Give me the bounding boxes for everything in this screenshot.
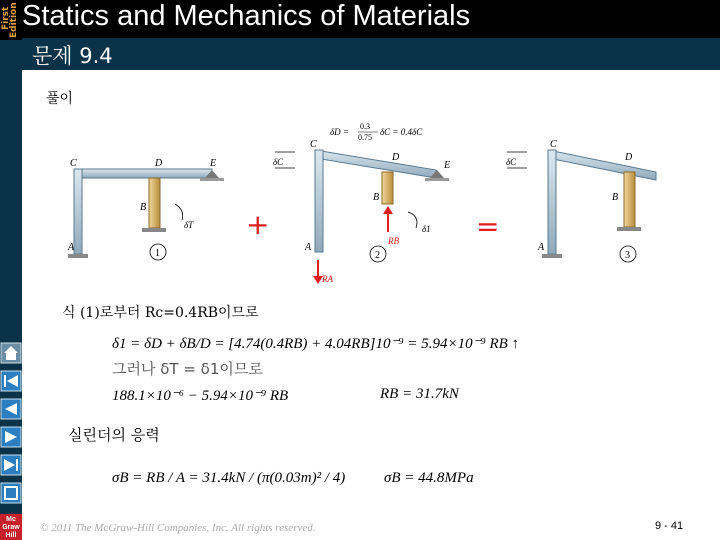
cylinder-3 — [624, 172, 635, 227]
page-number: 9 - 41 — [655, 520, 684, 532]
column-1 — [74, 169, 82, 254]
panel-3 — [507, 150, 656, 258]
next-slide-icon[interactable] — [0, 424, 22, 450]
label-C-1: C — [70, 158, 77, 169]
however-text: 그러나 δT = δ1이므로 — [112, 360, 263, 378]
label-C-3: C — [550, 139, 557, 150]
compatibility-equation: 188.1×10⁻⁶ − 5.94×10⁻⁹ RB — [112, 388, 289, 404]
cylinder-stress-heading: 실린더의 응력 — [68, 426, 160, 444]
panel-1 — [68, 169, 224, 258]
number-2: 2 — [375, 250, 380, 261]
label-RB: RB — [388, 236, 399, 246]
label-B-3: B — [612, 192, 619, 203]
label-delta1: δ1 — [422, 224, 431, 234]
header-bar — [0, 0, 720, 70]
subtitle-bar — [22, 38, 720, 70]
number-1: 1 — [155, 248, 160, 259]
cylinder-base-1 — [142, 228, 166, 232]
deltaD-eq-suffix: δC = 0.4δC — [380, 127, 423, 137]
label-E-2: E — [444, 160, 451, 171]
problem-number: 문제 9.4 — [32, 44, 113, 68]
column-3 — [548, 150, 556, 254]
stress-result: σB = 44.8MPa — [384, 470, 474, 486]
exit-icon[interactable] — [0, 480, 22, 506]
delta1-arrow — [408, 212, 417, 228]
logo-line2: Graw — [2, 524, 20, 531]
label-A-2: A — [305, 242, 312, 253]
base-1 — [68, 254, 88, 258]
equals-sign: = — [476, 210, 500, 243]
edition-mark — [0, 0, 18, 40]
edition-line1: First — [1, 6, 11, 30]
deltaD-coef: 0.3 — [360, 122, 370, 131]
cylinder-2 — [382, 172, 393, 204]
label-B-1: B — [140, 202, 147, 213]
RB-result: RB = 31.7kN — [380, 386, 459, 402]
label-E-1: E — [210, 158, 217, 169]
label-A-3: A — [538, 242, 545, 253]
home-icon[interactable] — [0, 340, 22, 366]
label-deltaC-2: δC — [273, 157, 284, 167]
plus-sign: + — [246, 208, 270, 241]
label-D-1: D — [155, 158, 163, 169]
label-RA: RA — [322, 274, 333, 284]
mcgraw-hill-logo — [0, 514, 22, 540]
prev-slide-icon[interactable] — [0, 396, 22, 422]
beam-3 — [548, 150, 656, 180]
superposition-diagram — [60, 120, 660, 290]
first-slide-icon[interactable] — [0, 368, 22, 394]
edition-line2: Edition — [9, 2, 19, 38]
beam-1 — [74, 169, 212, 178]
base-3 — [542, 254, 562, 258]
cylinder-base-3 — [617, 227, 641, 231]
deltaD-den: 0.75 — [358, 133, 372, 142]
label-D-3: D — [625, 152, 633, 163]
logo-line3: Hill — [5, 532, 17, 539]
label-B-2: B — [373, 192, 380, 203]
pin-ground-1 — [200, 178, 224, 181]
label-A-1: A — [68, 242, 75, 253]
label-deltaT: δT — [184, 220, 194, 230]
pin-ground-2 — [425, 178, 449, 181]
label-C-2: C — [310, 139, 317, 150]
rc-relation-text: 식 (1)로부터 Rc=0.4RB이므로 — [62, 305, 259, 321]
number-3: 3 — [625, 250, 630, 261]
label-D-2: D — [392, 152, 400, 163]
label-deltaC-3: δC — [506, 157, 517, 167]
stress-equation: σB = RB / A = 31.4kN / (π(0.03m)² / 4) — [112, 470, 346, 486]
last-slide-icon[interactable] — [0, 452, 22, 478]
copyright-notice: © 2011 The McGraw-Hill Companies, Inc. All rights reserved. — [40, 522, 316, 534]
deltaD-eq-prefix: δD = — [330, 127, 350, 137]
navigation-sidebar — [0, 40, 22, 540]
beam-2 — [315, 150, 436, 178]
slide-title: Statics and Mechanics of Materials — [22, 0, 471, 32]
cylinder-1 — [149, 178, 160, 228]
deltaT-arrow — [175, 204, 183, 220]
column-2 — [315, 150, 323, 252]
RB-arrow-head — [383, 206, 393, 214]
solution-label: 풀이 — [46, 91, 74, 107]
logo-line1: Mc — [6, 516, 16, 523]
delta1-equation: δ1 = δD + δB/D = [4.74(0.4RB) + 4.04RB]10⁻⁹ = 5.94×10⁻⁹ RB ↑ — [112, 336, 520, 352]
panel-2 — [275, 150, 449, 284]
